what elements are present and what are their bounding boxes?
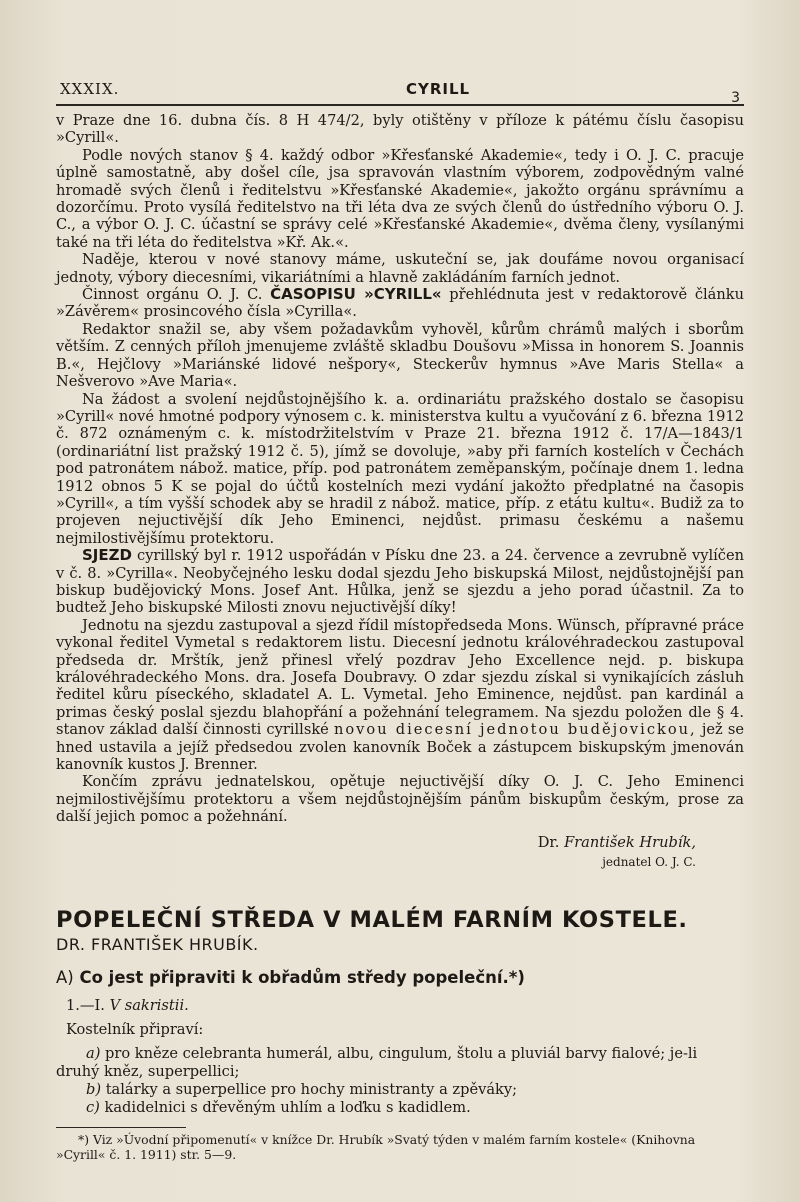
report-paragraph: Redaktor snažil se, aby všem požadavkům vyhověl, kůrům chrámů malých i sborům větším. Z cenných příloh jmenujeme zvláště skladbu Doušovu »Missa in honorem S. Joannis B.«, Hejčlovy »Mariánské lidové nešpory«, Steckerův hymnus »Ave Maris Stella« a Nešverovo »Ave Maria«.	[56, 320, 744, 391]
report-paragraph: Naděje, kterou v nové stanovy máme, uskuteční se, jak doufáme novou organisací jednoty, výbory diecesními, vikariátními a hlavně zakládáním farních jednot.	[56, 251, 744, 286]
paragraph-rest: přehlédnuta jest v redaktorově článku »Závěrem« prosincového čísla »Cyrilla«.	[56, 286, 745, 321]
subsection-heading	[66, 997, 744, 1014]
list-item-text: kadidelnici s dřevěným uhlím a loďku s kadidlem.	[104, 1098, 471, 1116]
signature-block	[56, 834, 744, 871]
paragraph-part: jež se hned ustavila a jejíž předsedou zvolen kanovník Boček a zástupcem biskupským jmenován kanovník kustos J. Brenner.	[56, 721, 745, 774]
section-title: Co jest připraviti k obřadům středy popeleční.*)	[79, 967, 525, 987]
report-paragraph-congress	[56, 547, 744, 617]
list-item-text: talárky a superpellice pro hochy ministranty a zpěváky;	[105, 1080, 518, 1098]
congress-emphasis: SJEZD	[82, 546, 132, 565]
section-heading	[56, 968, 744, 987]
paragraph-part: Jednotu na sjezdu zastupoval a sjezd řídil místopředseda Mons. Wünsch, přípravné práce vykonal ředitel Vymetal s redaktorem listu. Diecesní jednotu královéhradeckou zastupoval předseda dr. Mrštík, jenž přinesl vřelý pozdrav Jeho Excellence nejd. p. biskupa královéhradeckého Mons. dra. Josefa Doubravy. O zdar sjezdu získal si vynikajících zásluh ředitel kůru píseckého, skladatel A. L. Vymetal. Jeho Eminence, nejdůst. pan kardinál a primas český poslal sjezdu blahopřání a požehnání telegramem. Na sjezdu položen dle § 4. stanov základ další činnosti cyrillské	[56, 616, 744, 739]
subsection-number: 1.—I.	[66, 996, 105, 1014]
list-marker: b)	[86, 1080, 102, 1098]
list-lead: Kostelník připraví:	[66, 1020, 204, 1038]
journal-emphasis: ČASOPISU »CYRILL«	[270, 285, 442, 304]
page-number: 3	[731, 90, 740, 106]
journal-title: CYRILL	[406, 80, 471, 98]
report-paragraph: Na žádost a svolení nejdůstojnějšího k. a. ordinariátu pražského dostalo se časopisu »Cyrill« nové hmotné podpory výnosem c. k. ministerstva kultu a vyučování z 6. března 1912 č. 872 oznámeným c. k. místodržitelstvím v Praze 21. března 1912 č. 17/A—1843/1 (ordinariátní list pražský 1912 č. 5), jímž se dovoluje, »aby při farních kostelích v Čechách pod patronátem nábož. matice, příp. pod patronátem zeměpanským, počínaje dnem 1. ledna 1912 obnos 5 K se pojal do účtů kostelních mezi vydání jakožto předplatné na časopis »Cyrill«, a tím vyšší schodek aby se hradil z nábož. matice, příp. z etátu kultu«. Budiž za to projeven nejuctivější dík Jeho Eminenci, nejdůst. primasu českému a našemu nejmilostivějšímu protektoru.	[56, 390, 745, 547]
list-item	[56, 1099, 744, 1117]
running-head	[56, 78, 744, 106]
preparation-list	[56, 1021, 744, 1117]
paragraph-lead: Činnost orgánu O. J. C.	[82, 286, 263, 304]
report-paragraph: Končím zprávu jednatelskou, opětuje nejuctivější díky O. J. C. Jeho Eminenci nejmilostivějšímu protektoru a všem nejdůstojnějším pánům biskupům českým, prose za další jejich pomoc a požehnání.	[56, 773, 744, 826]
footnote: *) Viz »Úvodní připomenutí« v knížce Dr. Hrubík »Svatý týden v malém farním kostele« (Knihovna »Cyrill« č. 1. 1911) str. 5—9.	[56, 1131, 696, 1162]
report-text	[56, 112, 744, 826]
report-paragraph: Podle nových stanov § 4. každý odbor »Křesťanské Akademie«, tedy i O. J. C. pracuje úplně samostatně, aby došel cíle, jsa spravován vlastním výborem, zodpovědným valné hromadě svých členů i ředitelstvu »Křesťanské Akademie«, jakožto orgánu správnímu a dozorčímu. Proto vysílá ředitelstvo na tři léta dva ze svých členů do ústředního výboru O. J. C., a výbor O. J. C. účastní se správy celé »Křesťanské Akademie«, dvěma členy, vysílanými také na tři léta do ředitelstva »Kř. Ak.«.	[56, 146, 744, 251]
article-author: DR. FRANTIŠEK HRUBÍK.	[56, 934, 259, 954]
volume-number: XXXIX.	[60, 80, 120, 98]
spaced-emphasis: novou diecesní jednotou budějovickou,	[334, 721, 697, 739]
list-item-text: pro kněze celebranta humerál, albu, cingulum, štolu a pluviál barvy fialové; je-li druhý kněz, superpellici;	[56, 1044, 698, 1080]
report-paragraph-journal	[56, 286, 744, 321]
paragraph-rest: cyrillský byl r. 1912 uspořádán v Písku dne 23. a 24. července a zevrubně vylíčen v č. 8. »Cyrilla«. Neobyčejného lesku dodal sjezdu Jeho biskupská Milost, nejdůstojnější pan biskup budějovický Mons. Josef Ant. Hůlka, jenž se sjezdu a jeho porad účastnil. Za to budtež Jeho biskupské Milosti znovu nejuctivější díky!	[56, 547, 744, 617]
report-paragraph-diocese	[56, 617, 744, 774]
signature-line	[56, 834, 696, 852]
signature-role: jednatel O. J. C.	[602, 854, 696, 869]
section-letter: A)	[56, 967, 74, 987]
list-marker: c)	[86, 1098, 100, 1116]
signature-prefix: Dr.	[537, 833, 560, 851]
list-item	[56, 1045, 744, 1081]
footnote-divider	[56, 1127, 186, 1128]
report-paragraph: v Praze dne 16. dubna čís. 8 H 474/2, byly otištěny v příloze k pátému číslu časopisu »Cyrill«.	[56, 112, 744, 147]
list-marker: a)	[86, 1044, 101, 1062]
list-item	[56, 1081, 744, 1099]
subsection-title: V sakristii.	[109, 996, 189, 1014]
signature-name: František Hrubík,	[564, 833, 696, 851]
article-title: POPELEČNÍ STŘEDA V MALÉM FARNÍM KOSTELE.	[56, 906, 688, 933]
